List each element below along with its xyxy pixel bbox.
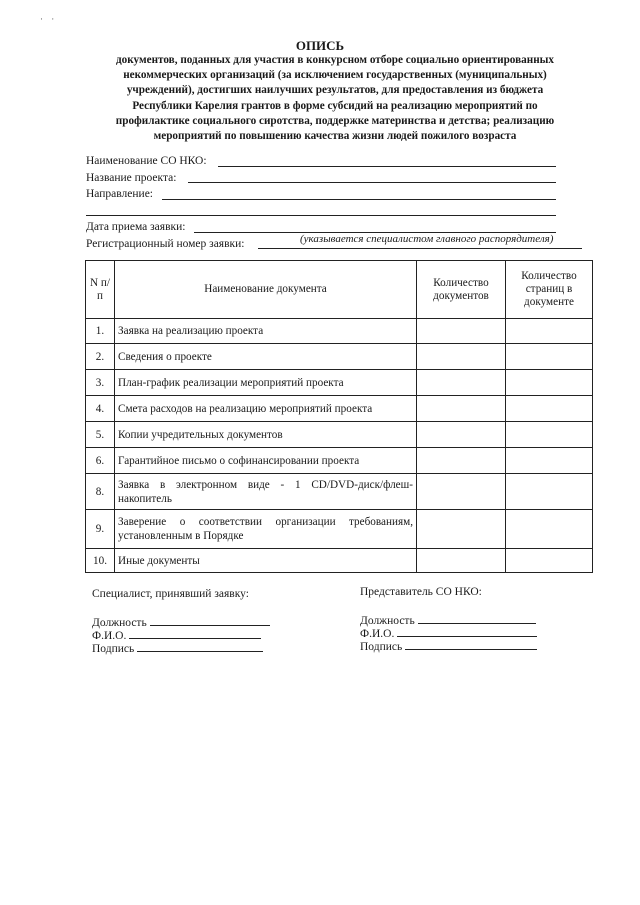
signature-label: Подпись (360, 641, 403, 653)
specialist-title: Специалист, принявший заявку: (92, 588, 249, 600)
row-pages-cell[interactable] (506, 319, 593, 344)
representative-signature-field[interactable] (360, 640, 537, 653)
row-pages-cell[interactable] (506, 549, 593, 573)
header-count: Количество документов (417, 261, 506, 319)
signature-line (137, 642, 263, 652)
fio-line (129, 629, 261, 639)
header-pages: Количество страниц в документе (506, 261, 593, 319)
signature-line (405, 640, 537, 650)
subtitle-line: учреждений), достигших наилучших результатов, для предоставления из бюджета (126, 84, 544, 97)
table-row (86, 319, 593, 344)
table-row (86, 344, 593, 370)
row-num: 1. (86, 319, 115, 344)
signature-label: Подпись (92, 643, 135, 655)
table-row (86, 448, 593, 474)
project-name-line (188, 182, 556, 183)
row-num: 4. (86, 396, 115, 422)
row-pages-cell[interactable] (506, 448, 593, 474)
row-num: 6. (86, 448, 115, 474)
direction-label: Направление: (86, 188, 153, 200)
direction-continuation[interactable] (86, 203, 556, 220)
table-row (86, 422, 593, 448)
row-pages-cell[interactable] (506, 396, 593, 422)
fio-label: Ф.И.О. (92, 630, 127, 642)
row-count-cell[interactable] (417, 396, 506, 422)
representative-position-field[interactable] (360, 614, 537, 627)
fio-label: Ф.И.О. (360, 628, 395, 640)
documents-table (85, 260, 593, 573)
row-num: 2. (86, 344, 115, 370)
subtitle-line: документов, поданных для участия в конкурсном отборе социально ориентированных (116, 54, 554, 66)
row-count-cell[interactable] (417, 344, 506, 370)
table-header-row (86, 261, 593, 319)
row-count-cell[interactable] (417, 549, 506, 573)
subtitle-line: мероприятий по повышению качества жизни людей пожилого возраста (153, 130, 517, 143)
position-label: Должность (360, 615, 415, 627)
position-line (418, 614, 536, 624)
header-name: Наименование документа (115, 261, 417, 319)
row-count-cell[interactable] (417, 422, 506, 448)
table-row (86, 474, 593, 510)
subtitle-line: Республики Карелия грантов в форме субсидий на реализацию мероприятий по (132, 99, 538, 112)
org-name-line (218, 166, 556, 167)
representative-fio-field[interactable] (360, 627, 537, 640)
row-pages-cell[interactable] (506, 510, 593, 549)
row-name: Заявка в электронном виде - 1 CD/DVD-диск/флеш-накопитель (115, 474, 417, 510)
specialist-fio-field[interactable] (92, 629, 270, 642)
specialist-position-field[interactable] (92, 616, 270, 629)
org-name-label: Наименование СО НКО: (86, 155, 207, 167)
direction-line (162, 199, 556, 200)
representative-title: Представитель СО НКО: (360, 586, 482, 598)
table-row (86, 510, 593, 549)
scan-specks: · · (40, 14, 58, 24)
table-row (86, 370, 593, 396)
position-line (150, 616, 270, 626)
date-received-label: Дата приема заявки: (86, 221, 186, 233)
document-title: ОПИСЬ (295, 38, 345, 53)
row-count-cell[interactable] (417, 448, 506, 474)
representative-signature-block (360, 586, 537, 653)
row-name: План-график реализации мероприятий проекта (115, 370, 417, 396)
specialist-signature-field[interactable] (92, 642, 270, 655)
document-subtitle (95, 53, 575, 144)
project-name-field[interactable] (86, 170, 556, 187)
row-pages-cell[interactable] (506, 474, 593, 510)
row-num: 5. (86, 422, 115, 448)
project-name-label: Название проекта: (86, 171, 177, 184)
subtitle-line: некоммерческих организаций (за исключением государственных (муниципальных) (123, 69, 547, 82)
row-pages-cell[interactable] (506, 370, 593, 396)
row-num: 8. (86, 474, 115, 510)
table-row (86, 396, 593, 422)
row-name: Иные документы (115, 549, 417, 573)
row-name: Заверение о соответствии организации требованиям, установленным в Порядке (115, 510, 417, 549)
row-count-cell[interactable] (417, 510, 506, 549)
row-count-cell[interactable] (417, 319, 506, 344)
row-name: Смета расходов на реализацию мероприятий проекта (115, 396, 417, 422)
specialist-signature-block (92, 588, 270, 655)
reg-number-line (258, 248, 582, 249)
row-count-cell[interactable] (417, 474, 506, 510)
row-pages-cell[interactable] (506, 422, 593, 448)
row-pages-cell[interactable] (506, 344, 593, 370)
subtitle-line: профилактике социального сиротства, поддержке материнства и детства; реализацию (115, 114, 555, 127)
row-num: 10. (86, 549, 115, 573)
row-num: 3. (86, 370, 115, 396)
row-num: 9. (86, 510, 115, 549)
direction-line-2 (86, 215, 556, 216)
org-name-field[interactable] (86, 153, 556, 170)
reg-number-label: Регистрационный номер заявки: (86, 237, 245, 250)
specialist-note: (указывается специалистом главного распорядителя) (300, 233, 554, 245)
row-name: Гарантийное письмо о софинансировании проекта (115, 448, 417, 474)
position-label: Должность (92, 617, 147, 629)
row-name: Заявка на реализацию проекта (115, 319, 417, 344)
fio-line (397, 627, 537, 637)
row-count-cell[interactable] (417, 370, 506, 396)
table-row (86, 549, 593, 573)
row-name: Сведения о проекте (115, 344, 417, 370)
row-name: Копии учредительных документов (115, 422, 417, 448)
direction-field[interactable] (86, 186, 556, 203)
header-num: N п/п (86, 261, 115, 319)
